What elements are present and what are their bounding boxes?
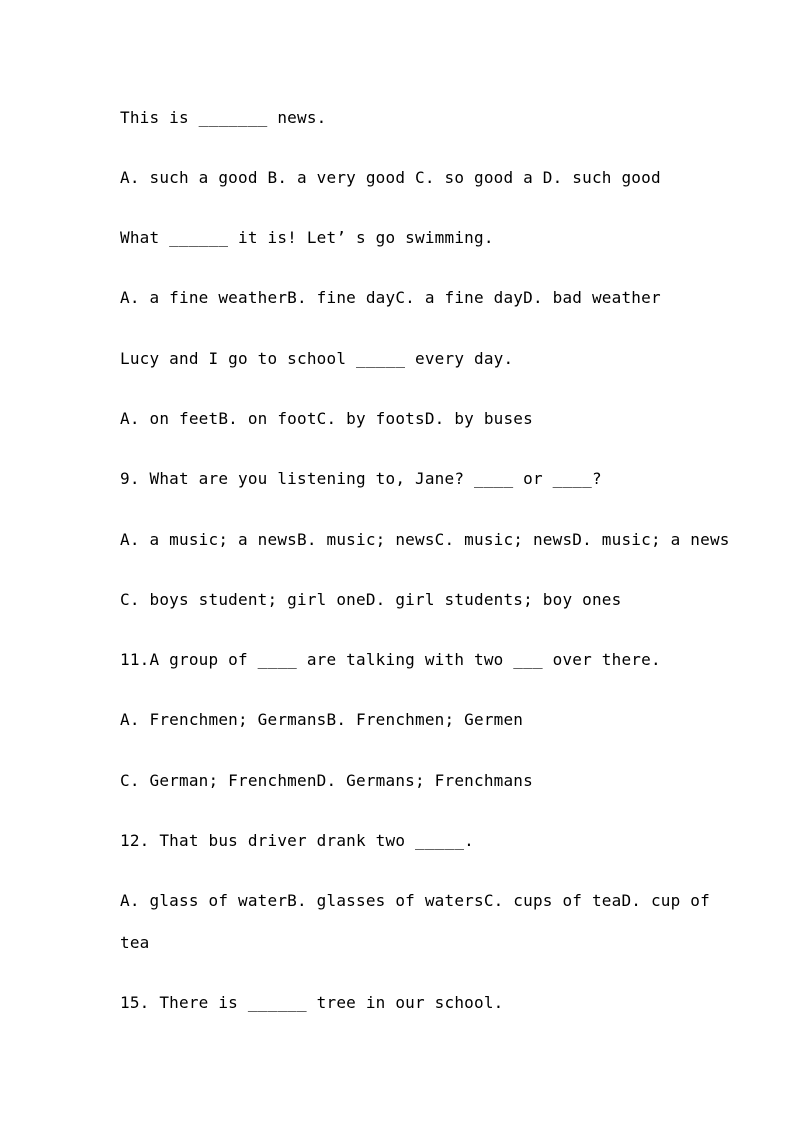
options-frenchmen-germans-2: C. German; FrenchmenD. Germans; Frenchmans: [120, 771, 533, 790]
options-on-foot: A. on feetB. on footC. by footsD. by buses: [120, 409, 533, 428]
question-9-listening: 9. What are you listening to, Jane? ____ or ____?: [120, 469, 602, 488]
options-fine-weather: A. a fine weatherB. fine dayC. a fine dayD. bad weather: [120, 288, 661, 307]
question-what-it-is: What ______ it is! Let’ s go swimming.: [120, 228, 494, 247]
question-this-is-news: This is _______ news.: [120, 108, 327, 127]
options-music-news: A. a music; a newsB. music; newsC. music; newsD. music; a news: [120, 530, 730, 549]
question-11-group: 11.A group of ____ are talking with two ___ over there.: [120, 650, 661, 669]
options-such-a-good: A. such a good B. a very good C. so good a D. such good: [120, 168, 661, 187]
options-glass-of-water-continued: tea: [120, 933, 150, 952]
options-boys-student: C. boys student; girl oneD. girl students; boy ones: [120, 590, 622, 609]
options-frenchmen-germans-1: A. Frenchmen; GermansB. Frenchmen; Germen: [120, 710, 524, 729]
question-lucy-school: Lucy and I go to school _____ every day.: [120, 349, 514, 368]
question-12-bus-driver: 12. That bus driver drank two _____.: [120, 831, 474, 850]
options-glass-of-water: A. glass of waterB. glasses of watersC. cups of teaD. cup of: [120, 891, 710, 910]
question-15-tree: 15. There is ______ tree in our school.: [120, 993, 504, 1012]
